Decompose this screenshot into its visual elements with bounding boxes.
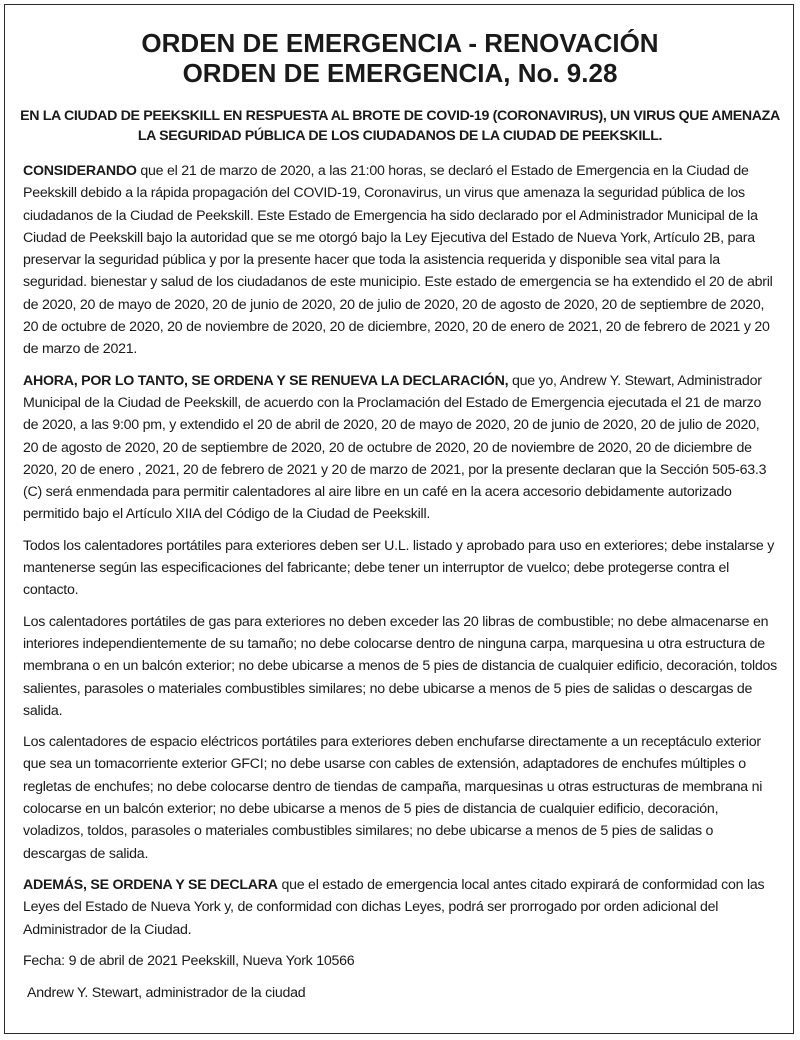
paragraph-lead: ADEMÁS, SE ORDENA Y SE DECLARA: [23, 876, 278, 893]
notice-signature: Andrew Y. Stewart, administrador de la ciudad: [27, 985, 306, 1002]
paragraph-lead: AHORA, POR LO TANTO, SE ORDENA Y SE RENUEVA LA DECLARACIÓN,: [23, 372, 509, 389]
paragraph-text: que yo, Andrew Y. Stewart, Administrador Municipal de la Ciudad de Peekskill, de acuerdo con la Proclamación del Estado de Emergencia ejecutada el 21 de marzo de 2020, a las 9:00 pm, y extendido el 20 de abril de 2020, 20 de mayo de 2020, 20 de junio de 2020, 20 de julio de 2020, 20 de agosto de 2020, 20 de septiembre de 2020, 20 de octubre de 2020, 20 de noviembre de 2020, 20 de diciembre de 2020, 20 de enero , 2021, 20 de febrero de 2021 y 20 de marzo de 2021, por la presente declaran que la Sección 505-63.3 (C) será enmendada para permitir calentadores al aire libre en un café en la acera accesorio debidamente autorizado permitido bajo el Artículo XIIA del Código de la Ciudad de Peekskill.: [23, 372, 767, 523]
notice-body: [23, 160, 778, 1004]
notice-header: [0, 28, 800, 88]
paragraph-ahora: [23, 370, 778, 526]
paragraph-considerando: [23, 160, 778, 361]
notice-date: Fecha: 9 de abril de 2021 Peekskill, Nueva York 10566: [23, 952, 355, 969]
paragraph-ademas: [23, 874, 778, 941]
notice-title-line-2: ORDEN DE EMERGENCIA, No. 9.28: [182, 58, 618, 88]
paragraph-text: que el estado de emergencia local antes citado expirará de conformidad con las Leyes del Estado de Nueva York y, de conformidad con dichas Leyes, podrá ser prorrogado por orden adicional del Administrador de la Ciudad.: [23, 876, 765, 938]
paragraph-calentadores-todos: Todos los calentadores portátiles para exteriores deben ser U.L. listado y aprobado para uso en exteriores; debe instalarse y mantenerse según las especificaciones del fabricante; debe tener un interruptor de vuelco; debe protegerse contra el contacto.: [23, 537, 775, 599]
notice-subtitle: EN LA CIUDAD DE PEEKSKILL EN RESPUESTA AL BROTE DE COVID-19 (CORONAVIRUS), UN VIRUS QUE AMENAZA LA SEGURIDAD PÚBLICA DE LOS CIUDADANOS DE LA CIUDAD DE PEEKSKILL.: [20, 108, 780, 144]
paragraph-lead: CONSIDERANDO: [23, 163, 137, 179]
paragraph-text: que el 21 de marzo de 2020, a las 21:00 horas, se declaró el Estado de Emergencia en la Ciudad de Peekskill debido a la rápida propagación del COVID-19, Coronavirus, un virus que amenaza la seguridad pública de los ciudadanos de la Ciudad de Peekskill. Este Estado de Emergencia ha sido declarado por el Administrador Municipal de la Ciudad de Peekskill bajo la autoridad que se me otorgó bajo la Ley Ejecutiva del Estado de Nueva York, Artículo 2B, para preservar la seguridad pública y por la presente hacer que toda la asistencia requerida y disponible sea vital para la seguridad. bienestar y salud de los ciudadanos de este municipio. Este estado de emergencia se ha extendido el 20 de abril de 2020, 20 de mayo de 2020, 20 de junio de 2020, 20 de julio de 2020, 20 de agosto de 2020, 20 de septiembre de 2020, 20 de octubre de 2020, 20 de noviembre de 2020, 20 de diciembre, 2020, 20 de enero de 2021, 20 de febrero de 2021 y 20 de marzo de 2021.: [23, 163, 773, 358]
notice-title-line-1: ORDEN DE EMERGENCIA - RENOVACIÓN: [141, 28, 659, 58]
paragraph-calentadores-gas: Los calentadores portátiles de gas para exteriores no deben exceder las 20 libras de combustible; no debe almacenarse en interiores independientemente de su tamaño; no debe colocarse dentro de ninguna carpa, marquesina u otra estructura de membrana o en un balcón exterior; no debe ubicarse a menos de 5 pies de distancia de cualquier edificio, decoración, toldos salientes, parasoles o materiales combustibles similares; no debe ubicarse a menos de 5 pies de salidas o descargas de salida.: [23, 613, 777, 719]
paragraph-calentadores-electricos: Los calentadores de espacio eléctricos portátiles para exteriores deben enchufarse directamente a un receptáculo exterior que sea un tomacorriente exterior GFCI; no debe usarse con cables de extensión, adaptadores de enchufes múltiples o regletas de enchufes; no debe colocarse dentro de tiendas de campaña, marquesinas u otras estructuras de membrana ni colocarse en un balcón exterior; no debe ubicarse a menos de 5 pies de distancia de cualquier edificio, decoración, voladizos, toldos, parasoles o materiales combustibles similares; no debe ubicarse a menos de 5 pies de salidas o descargas de salida.: [23, 734, 763, 862]
